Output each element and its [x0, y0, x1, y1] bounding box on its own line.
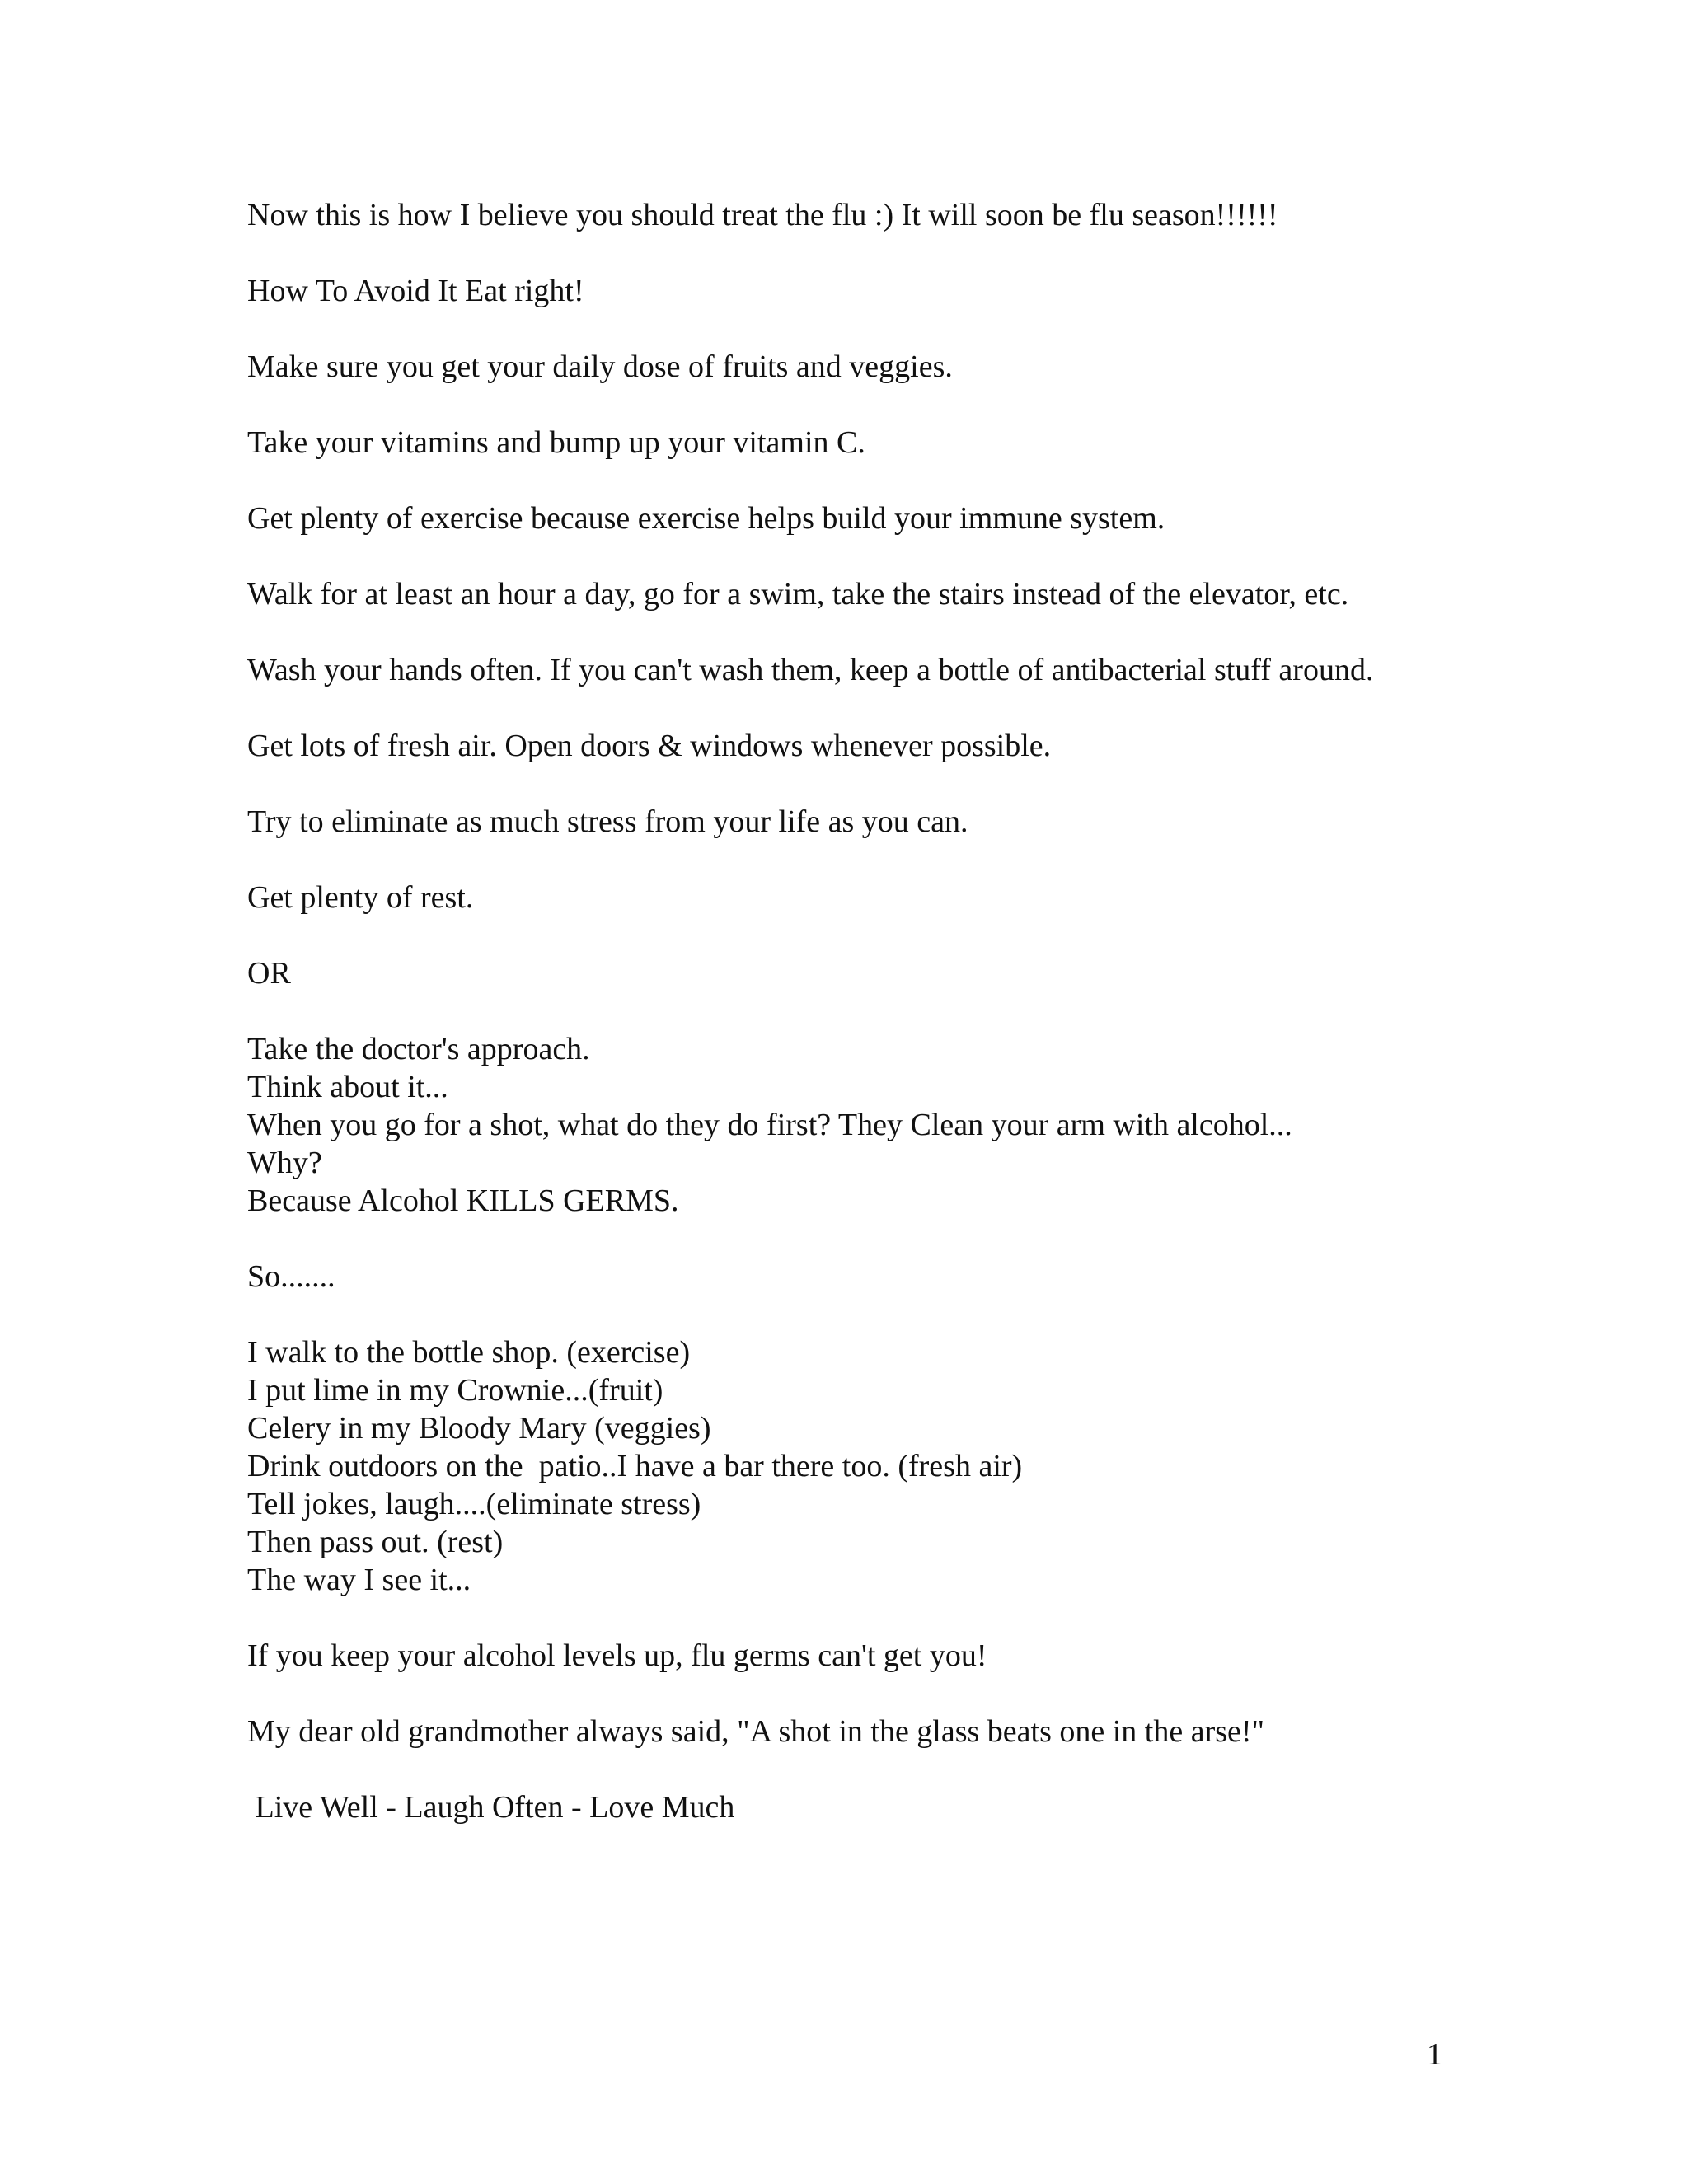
routine-line: Tell jokes, laugh....(eliminate stress) [247, 1487, 701, 1521]
doctor-line: Because Alcohol KILLS GERMS. [247, 1183, 679, 1218]
document-body [247, 196, 1484, 1826]
paragraph-rest: Get plenty of rest. [247, 880, 474, 915]
doctor-line: Take the doctor's approach. [247, 1032, 590, 1066]
doctor-approach-block [247, 1030, 1484, 1220]
paragraph-grandmother-quote: My dear old grandmother always said, "A shot in the glass beats one in the arse!" [247, 1714, 1265, 1749]
routine-line: Then pass out. (rest) [247, 1525, 504, 1559]
doctor-line: When you go for a shot, what do they do first? They Clean your arm with alcohol... [247, 1108, 1292, 1142]
paragraph-alcohol-levels: If you keep your alcohol levels up, flu germs can't get you! [247, 1638, 987, 1673]
doctor-line: Why? [247, 1146, 322, 1180]
page-number: 1 [1427, 2037, 1442, 2072]
paragraph-intro: Now this is how I believe you should treat the flu :) It will soon be flu season!!!!!! [247, 198, 1278, 232]
paragraph-or: OR [247, 956, 291, 991]
routine-block [247, 1333, 1484, 1599]
doctor-line: Think about it... [247, 1070, 448, 1104]
paragraph-wash-hands: Wash your hands often. If you can't wash them, keep a bottle of antibacterial stuff around. [247, 653, 1374, 687]
routine-line: I walk to the bottle shop. (exercise) [247, 1335, 691, 1370]
paragraph-fresh-air: Get lots of fresh air. Open doors & windows whenever possible. [247, 729, 1052, 763]
paragraph-how-to-avoid: How To Avoid It Eat right! [247, 274, 584, 308]
routine-line: Drink outdoors on the patio..I have a bar there too. (fresh air) [247, 1449, 1023, 1483]
routine-line: I put lime in my Crownie...(fruit) [247, 1373, 663, 1408]
routine-line: The way I see it... [247, 1563, 471, 1597]
routine-line: Celery in my Bloody Mary (veggies) [247, 1411, 711, 1446]
paragraph-vitamins: Take your vitamins and bump up your vitamin C. [247, 425, 865, 460]
paragraph-so: So....... [247, 1259, 335, 1294]
paragraph-motto: Live Well - Laugh Often - Love Much [247, 1790, 735, 1825]
paragraph-exercise: Get plenty of exercise because exercise helps build your immune system. [247, 501, 1165, 536]
paragraph-walk: Walk for at least an hour a day, go for a swim, take the stairs instead of the elevator, etc. [247, 577, 1349, 612]
paragraph-stress: Try to eliminate as much stress from your life as you can. [247, 804, 968, 839]
paragraph-fruits-veggies: Make sure you get your daily dose of fruits and veggies. [247, 349, 953, 384]
